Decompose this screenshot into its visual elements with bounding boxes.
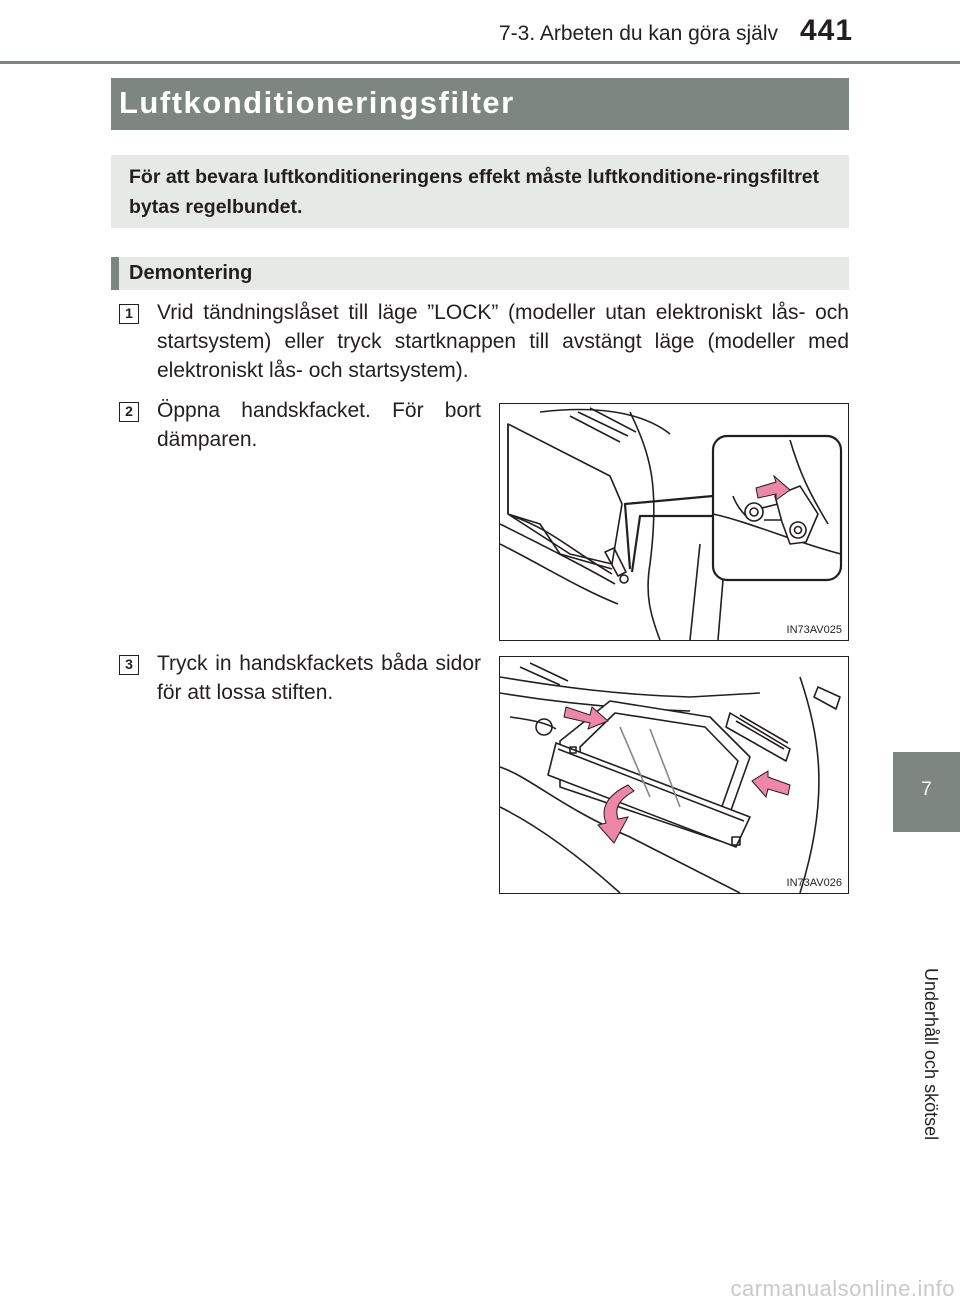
page-number: 441 bbox=[800, 14, 854, 47]
subsection-header bbox=[111, 257, 849, 290]
step-number-1: 1 bbox=[119, 304, 139, 324]
glovebox-pins-illustration bbox=[500, 657, 848, 893]
step-number-2: 2 bbox=[119, 402, 139, 422]
step-number-3: 3 bbox=[119, 655, 139, 675]
header-section-title: 7-3. Arbeten du kan göra själv bbox=[498, 22, 778, 45]
step-text-1: Vrid tändningslåset till läge ”LOCK” (modeller utan elektroniskt lås- och startsystem) eller tryck startknappen till avstängt läge (modeller med elektroniskt lås- och startsystem). bbox=[157, 301, 849, 382]
glovebox-damper-illustration bbox=[500, 404, 848, 640]
page-title: Luftkonditioneringsfilter bbox=[119, 85, 515, 120]
subsection-title: Demontering bbox=[129, 262, 253, 284]
figure-code: IN73AV025 bbox=[786, 624, 842, 636]
title-bar bbox=[111, 78, 849, 130]
step-text-3: Tryck in handskfackets båda sidor för att lossa stiften. bbox=[157, 652, 481, 704]
intro-text: För att bevara luftkonditioneringens effekt måste luftkonditione-ringsfiltret bytas regelbundet. bbox=[129, 166, 820, 218]
figure-glovebox-pins bbox=[499, 656, 849, 894]
intro-box bbox=[111, 155, 849, 228]
watermark: carmanualsonline.info bbox=[730, 1276, 955, 1301]
header-rule bbox=[0, 61, 960, 64]
chapter-tab bbox=[893, 752, 960, 832]
push-arrow-right-icon bbox=[752, 771, 790, 797]
step-text-2: Öppna handskfacket. För bort dämparen. bbox=[157, 399, 481, 451]
figure-glovebox-damper bbox=[499, 403, 849, 641]
figure-code: IN73AV026 bbox=[786, 877, 842, 889]
chapter-label: Underhåll och skötsel bbox=[921, 968, 941, 1141]
chapter-number: 7 bbox=[921, 779, 932, 800]
